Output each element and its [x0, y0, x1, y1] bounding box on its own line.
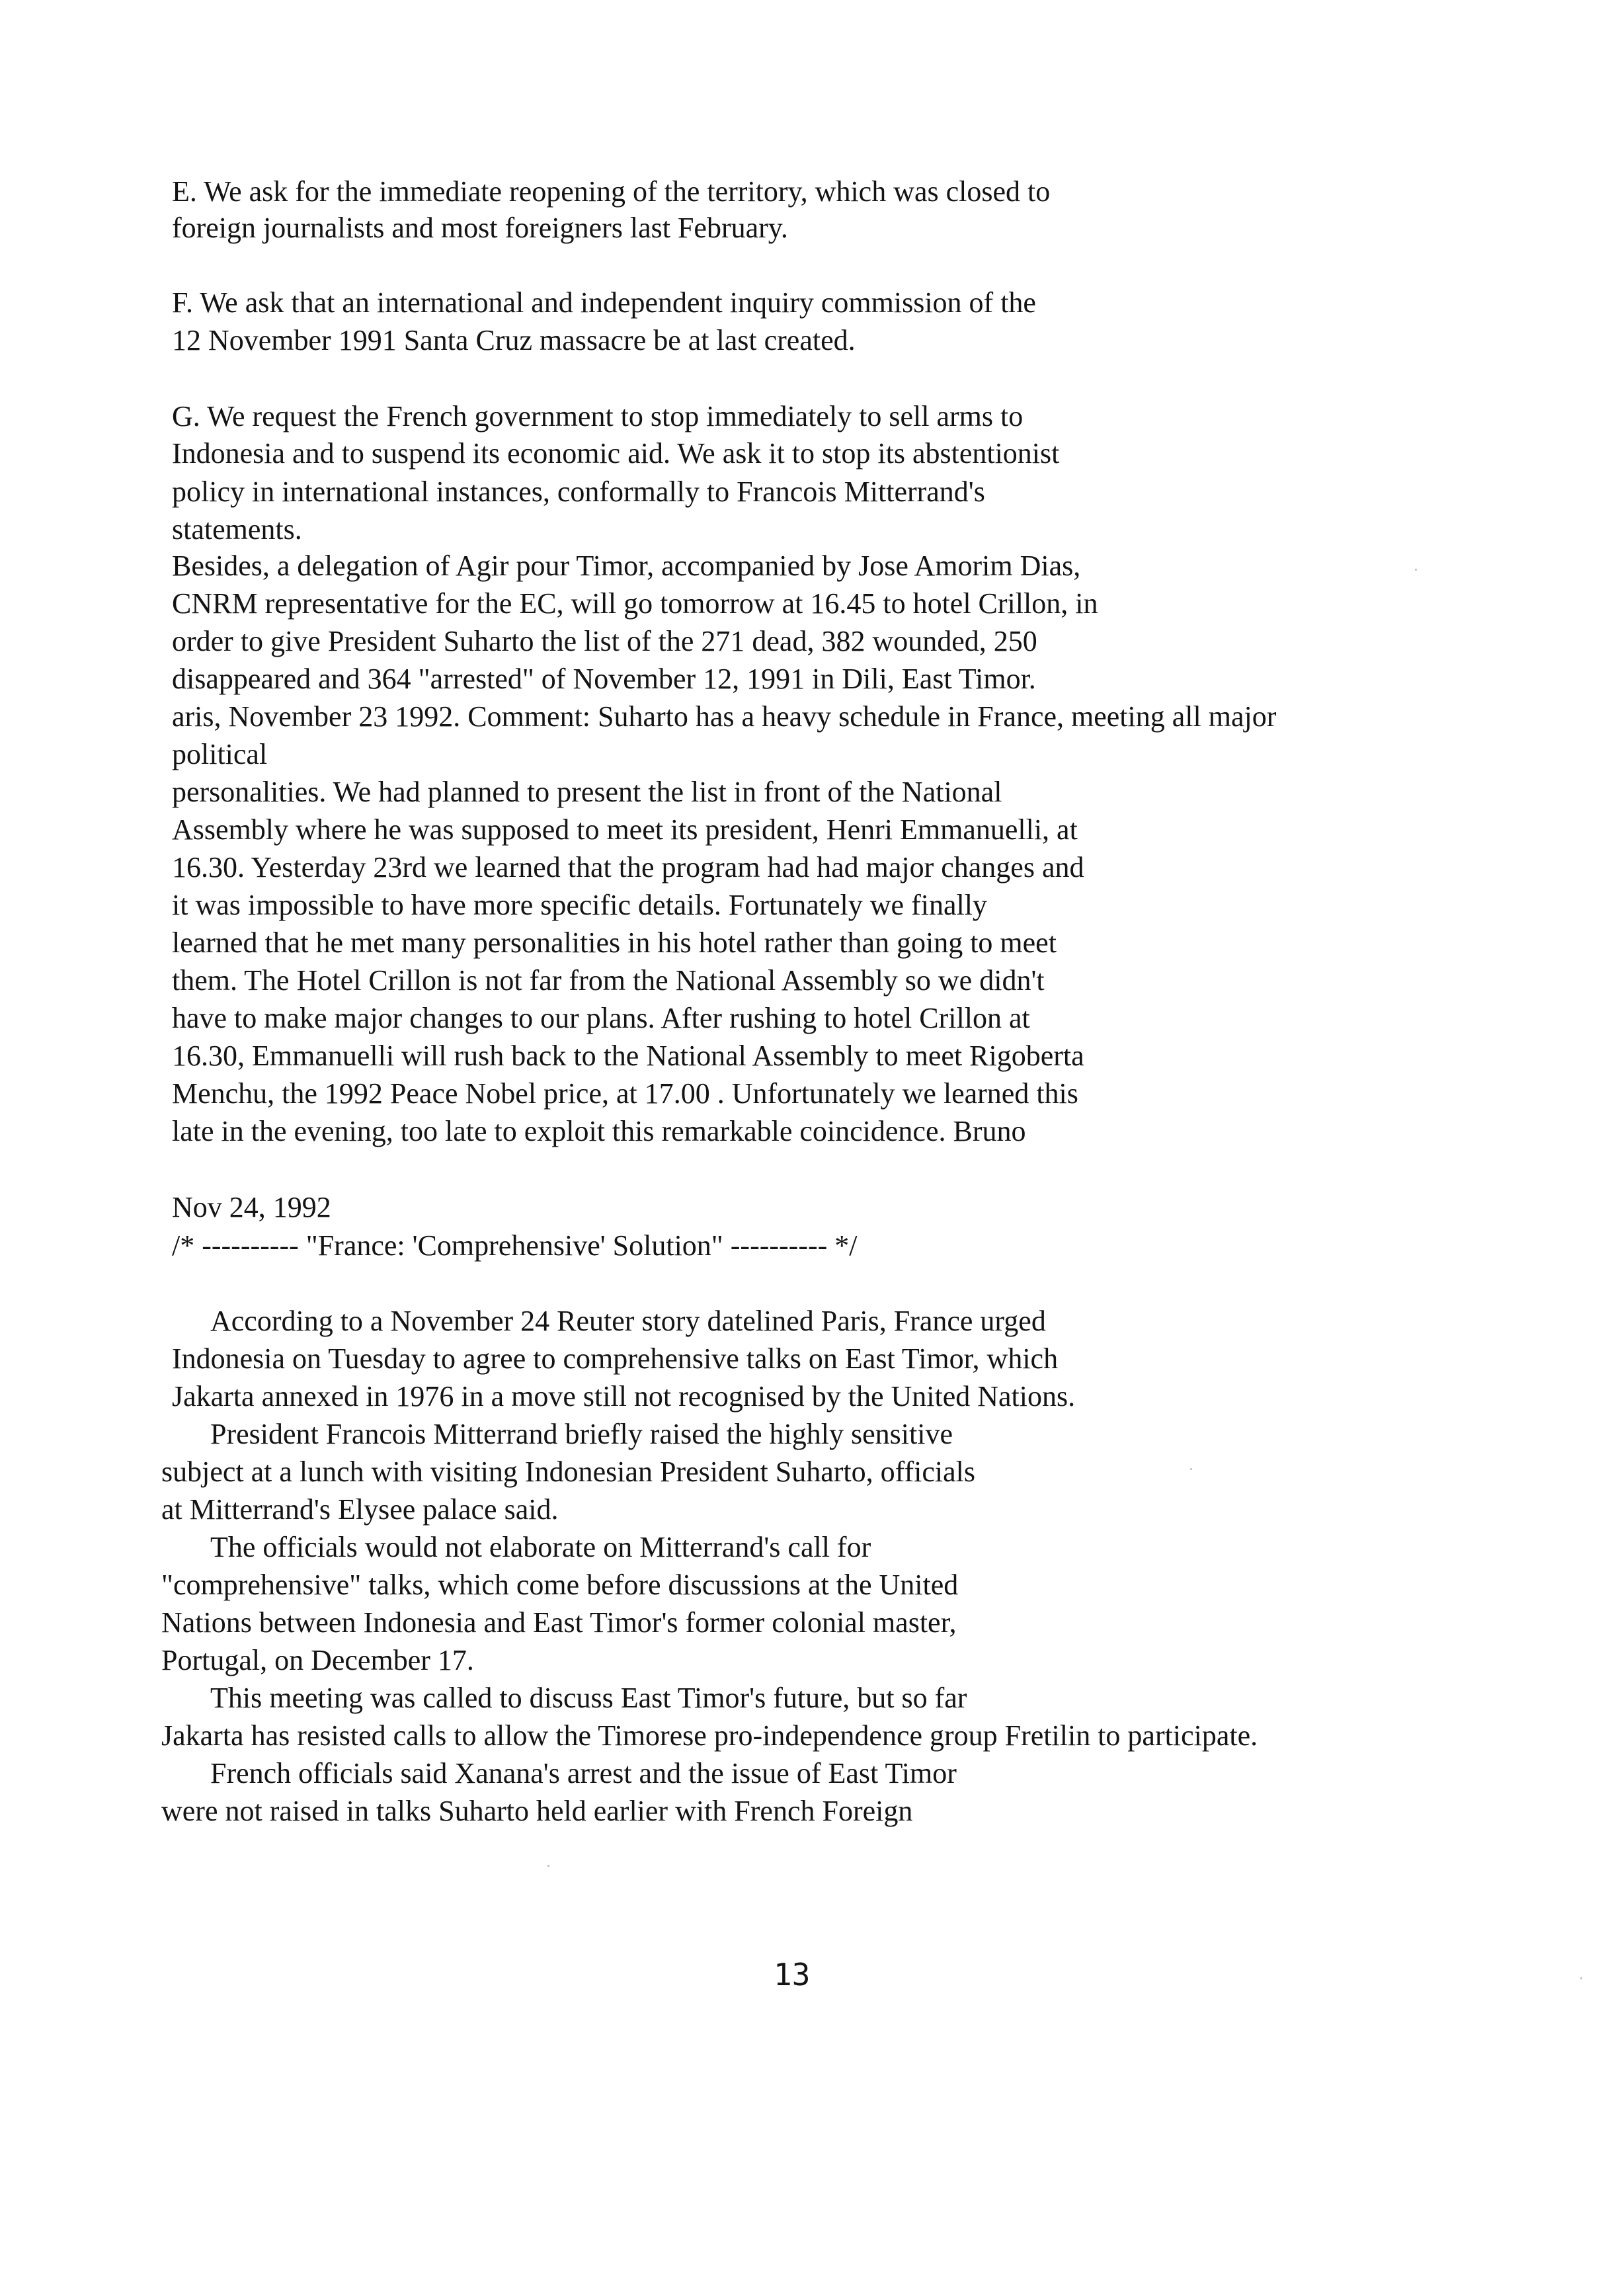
reuter-p1-line-2: Indonesia on Tuesday to agree to comprehensive talks on East Timor, which: [172, 1342, 1059, 1375]
scan-speck: [547, 1865, 549, 1867]
reuter-p3-line-4: Portugal, on December 17.: [161, 1644, 474, 1676]
comment-line-8: them. The Hotel Crillon is not far from the National Assembly so we didn't: [172, 964, 1045, 997]
dateline: Nov 24, 1992: [172, 1191, 331, 1223]
reuter-p2-line-3: at Mitterrand's Elysee palace said.: [161, 1493, 559, 1526]
comment-line-7: learned that he met many personalities in his hotel rather than going to meet: [172, 926, 1057, 959]
comment-line-11: Menchu, the 1992 Peace Nobel price, at 17.00 . Unfortunately we learned this: [172, 1077, 1078, 1110]
comment-line-4: Assembly where he was supposed to meet its president, Henri Emmanuelli, at: [172, 813, 1078, 846]
reuter-p3-line-3: Nations between Indonesia and East Timor's former colonial master,: [161, 1606, 957, 1639]
section-g-line-4: statements.: [172, 513, 302, 546]
section-g-line-2: Indonesia and to suspend its economic aid. We ask it to stop its abstentionist: [172, 437, 1060, 470]
reuter-p5-line-2: were not raised in talks Suharto held earlier with French Foreign: [161, 1795, 913, 1827]
scan-speck: [1580, 1977, 1582, 1979]
comment-line-12: late in the evening, too late to exploit this remarkable coincidence. Bruno: [172, 1115, 1026, 1147]
reuter-p4-line-2: Jakarta has resisted calls to allow the Timorese pro-independence group Fretilin to participate.: [161, 1719, 1258, 1752]
page-number: 13: [774, 1957, 811, 1992]
reuter-p2-line-2: subject at a lunch with visiting Indonesian President Suharto, officials: [161, 1456, 975, 1488]
comment-line-2: political: [172, 738, 268, 770]
comment-line-1: aris, November 23 1992. Comment: Suharto has a heavy schedule in France, meeting all major: [172, 700, 1277, 733]
reuter-p3-line-2: "comprehensive" talks, which come before discussions at the United: [161, 1569, 959, 1601]
besides-line-1: Besides, a delegation of Agir pour Timor, accompanied by Jose Amorim Dias,: [172, 550, 1081, 582]
section-e-line-2: foreign journalists and most foreigners last February.: [172, 212, 788, 244]
section-g-line-1: G. We request the French government to stop immediately to sell arms to: [172, 400, 1024, 432]
scan-speck: [1415, 569, 1417, 571]
besides-line-2: CNRM representative for the EC, will go tomorrow at 16.45 to hotel Crillon, in: [172, 587, 1098, 620]
reuter-p3-line-1: The officials would not elaborate on Mitterrand's call for: [210, 1531, 871, 1563]
section-f-line-1: F. We ask that an international and independent inquiry commission of the: [172, 286, 1036, 319]
reuter-p2-line-1: President Francois Mitterrand briefly raised the highly sensitive: [210, 1418, 953, 1450]
besides-line-3: order to give President Suharto the list of the 271 dead, 382 wounded, 250: [172, 625, 1037, 657]
section-g-line-3: policy in international instances, conformally to Francois Mitterrand's: [172, 475, 985, 508]
section-e-line-1: E. We ask for the immediate reopening of the territory, which was closed to: [172, 175, 1051, 208]
comment-line-10: 16.30, Emmanuelli will rush back to the National Assembly to meet Rigoberta: [172, 1040, 1084, 1072]
scan-speck: [1190, 1468, 1192, 1470]
comment-line-5: 16.30. Yesterday 23rd we learned that the program had had major changes and: [172, 851, 1084, 883]
besides-line-4: disappeared and 364 "arrested" of November 12, 1991 in Dili, East Timor.: [172, 663, 1036, 695]
reuter-p1-line-3: Jakarta annexed in 1976 in a move still not recognised by the United Nations.: [172, 1380, 1076, 1413]
reuter-p1-line-1: According to a November 24 Reuter story datelined Paris, France urged: [210, 1305, 1046, 1337]
reuter-p5-line-1: French officials said Xanana's arrest and the issue of East Timor: [210, 1757, 957, 1789]
comment-line-9: have to make major changes to our plans. After rushing to hotel Crillon at: [172, 1002, 1030, 1034]
section-f-line-2: 12 November 1991 Santa Cruz massacre be at last created.: [172, 324, 856, 356]
comment-line-6: it was impossible to have more specific details. Fortunately we finally: [172, 889, 987, 921]
story-headline: /* ---------- "France: 'Comprehensive' Solution" ---------- */: [172, 1229, 858, 1262]
reuter-p4-line-1: This meeting was called to discuss East Timor's future, but so far: [210, 1682, 967, 1714]
comment-line-3: personalities. We had planned to present the list in front of the National: [172, 776, 1002, 808]
